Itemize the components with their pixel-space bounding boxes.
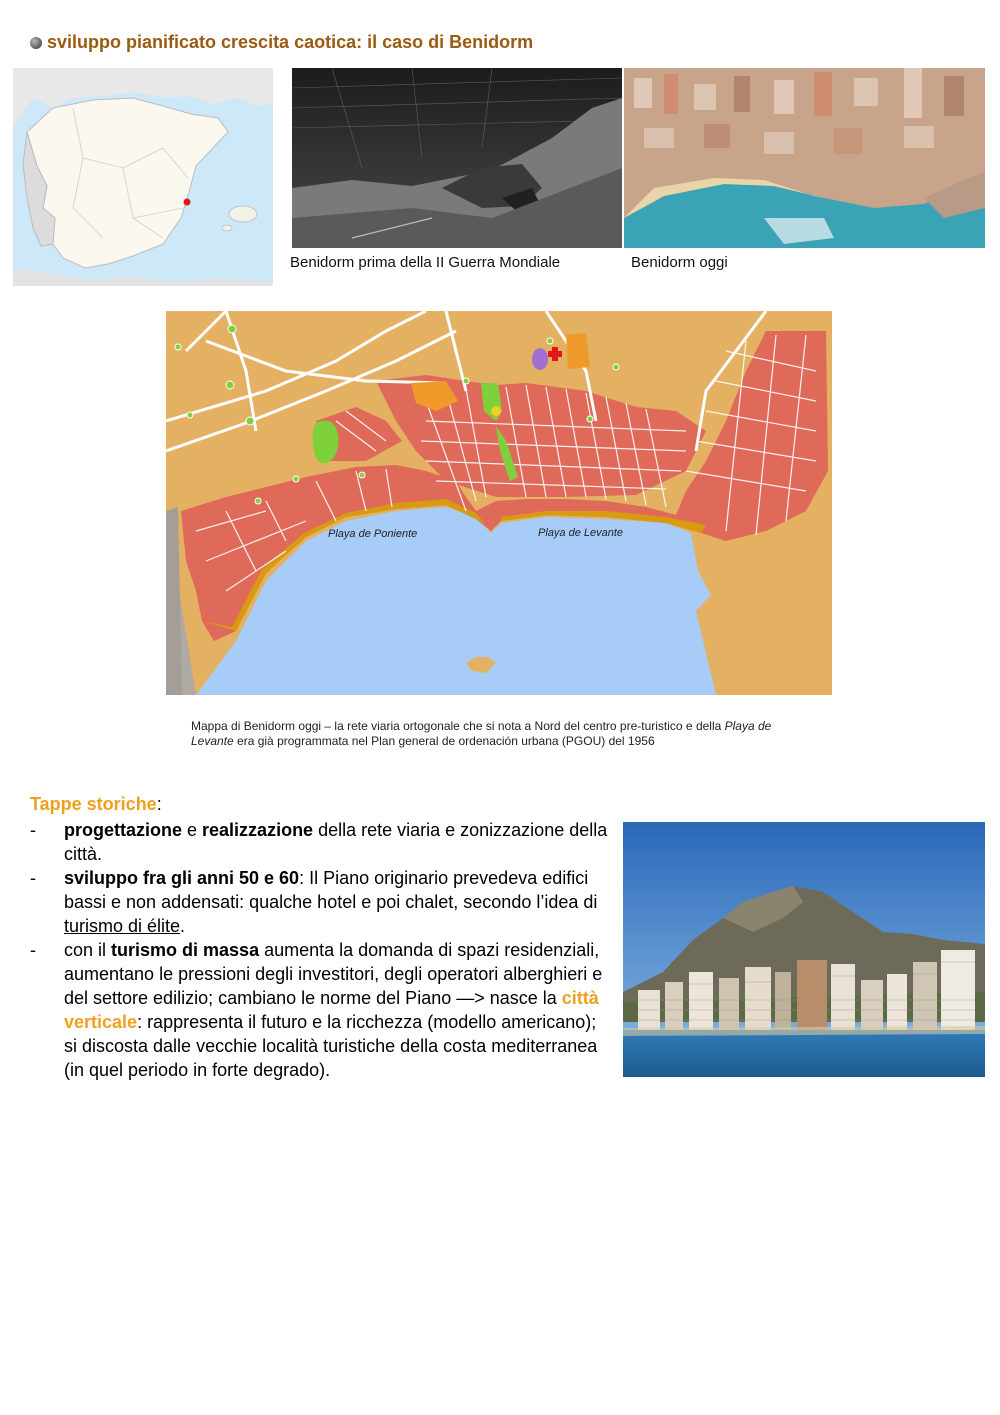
map-caption-part1: Mappa di Benidorm oggi – la rete viaria ortogonale che si nota a Nord del centro pre-turistico e della (191, 719, 725, 733)
map-caption-italic: Playa de Levante (191, 719, 772, 748)
historic-photo (292, 68, 622, 248)
item-text: della rete viaria e zonizzazione della città. (64, 820, 608, 864)
list-dash: - (30, 868, 36, 888)
section-title-colon: : (156, 794, 162, 814)
item-text: e (182, 820, 203, 840)
item-bold: turismo di massa (111, 940, 260, 960)
label-playa-poniente: Playa de Poniente (328, 528, 418, 540)
spain-locator-map (13, 68, 273, 286)
item-text: con il (64, 940, 112, 960)
skyline-photo (623, 822, 985, 1077)
page-heading (30, 32, 533, 53)
item-text: : Il Piano originario prevedeva edifici bassi e non addensati: qualche hotel e poi chalet, secondo l’idea di (64, 868, 598, 912)
list-dash: - (30, 820, 36, 840)
historic-stages-list (30, 818, 610, 1082)
list-item (30, 938, 610, 1082)
list-item (30, 866, 610, 938)
item-bold: realizzazione (202, 820, 314, 840)
map-caption-part2: era già programmata nel Plan general de ordenación urbana (PGOU) del 1956 (233, 734, 655, 748)
bullet-icon (30, 37, 42, 49)
item-highlight: città verticale (64, 988, 599, 1032)
item-text: . (180, 916, 186, 936)
item-text: : rappresenta il futuro e la ricchezza (modello americano); si discosta dalle vecchie località turistiche della costa mediterranea (in quel periodo in forte degrado). (64, 1012, 598, 1080)
caption-before: Benidorm prima della II Guerra Mondiale (290, 254, 561, 271)
item-bold: progettazione (64, 820, 183, 840)
section-title (30, 794, 162, 815)
today-photo (624, 68, 985, 248)
item-text: aumenta la domanda di spazi residenziali, aumentano le pressioni degli investitori, degli operatori alberghieri e del settore edilizio; cambiano le norme del Piano —> nasce la (64, 940, 603, 1008)
item-underlined: turismo di élite (64, 916, 181, 936)
list-item (30, 818, 610, 866)
caption-today: Benidorm oggi (631, 254, 728, 271)
list-dash: - (30, 940, 36, 960)
benidorm-marker-icon (184, 199, 191, 206)
label-playa-levante: Playa de Levante (538, 527, 624, 539)
benidorm-city-map (166, 311, 832, 695)
section-title-text: Tappe storiche (30, 794, 157, 814)
heading-text: sviluppo pianificato crescita caotica: il caso di Benidorm (47, 32, 534, 52)
map-caption (191, 719, 811, 749)
item-bold: sviluppo fra gli anni 50 e 60 (64, 868, 300, 888)
